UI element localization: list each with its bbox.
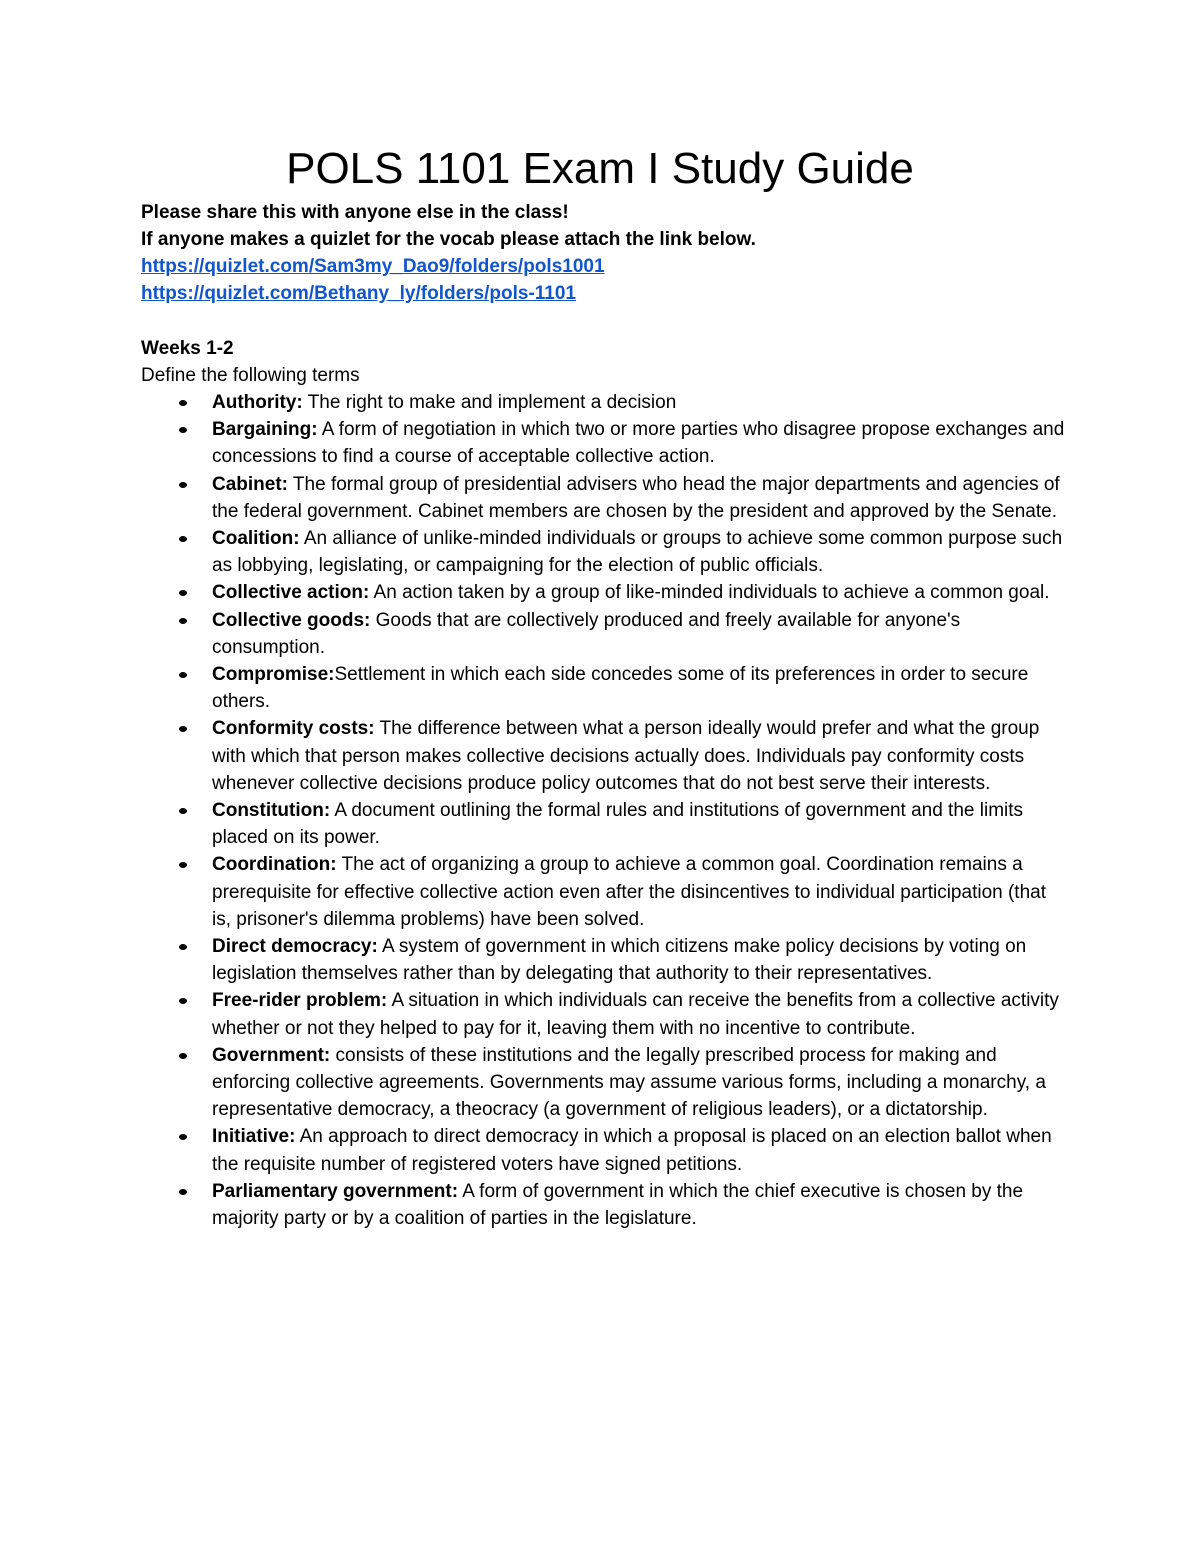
term-definition: Settlement in which each side concedes some of its preferences in order to secure others. (212, 664, 1029, 713)
bullet-icon (179, 618, 187, 624)
bullet-icon (179, 427, 187, 433)
term-name: Authority: (212, 392, 303, 413)
quizlet-link-row-1 (141, 253, 1066, 280)
quizlet-link-2[interactable]: https://quizlet.com/Bethany_ly/folders/pols-1101 (141, 283, 576, 304)
list-item (212, 1042, 1066, 1124)
term-name: Coalition: (212, 528, 300, 550)
list-item (212, 987, 1066, 1041)
term-name: Free-rider problem: (212, 990, 388, 1012)
list-item (212, 416, 1066, 470)
term-definition: Goods that are collectively produced and freely available for anyone's consumption. (212, 609, 961, 658)
bullet-icon (179, 672, 187, 678)
quizlet-link-row-2 (141, 280, 1066, 307)
list-item (212, 1123, 1066, 1177)
term-definition: The difference between what a person ideally would prefer and what the group with which that person makes collective decisions actually does. Individuals pay conformity costs whenever collective decisions produce policy outcomes that do not best serve their interests. (212, 718, 1040, 794)
bullet-icon (179, 1189, 187, 1195)
term-name: Cabinet: (212, 473, 288, 495)
bullet-icon (179, 726, 187, 732)
list-item (212, 797, 1066, 851)
spacer (141, 307, 1066, 335)
term-name: Conformity costs: (212, 718, 375, 740)
bullet-icon (179, 944, 187, 950)
bullet-icon (179, 536, 187, 542)
term-definition: The right to make and implement a decision (302, 392, 677, 413)
section-heading: Weeks 1-2 (141, 338, 234, 359)
list-item (212, 579, 1066, 606)
term-definition: A document outlining the formal rules and institutions of government and the limits placed on its power. (212, 800, 1024, 849)
list-item (212, 607, 1066, 661)
term-definition: An action taken by a group of like-minded individuals to achieve a common goal. (369, 582, 1050, 604)
share-note: Please share this with anyone else in the class! (141, 202, 569, 223)
list-item (212, 389, 1066, 416)
list-item (212, 933, 1066, 987)
list-item (212, 471, 1066, 525)
term-definition: An alliance of unlike-minded individuals or groups to achieve some common purpose such as lobbying, legislating, or campaigning for the election of public officials. (212, 528, 1063, 577)
term-name: Compromise: (212, 664, 335, 686)
list-item (212, 715, 1066, 797)
term-definition: A form of negotiation in which two or more parties who disagree propose exchanges and concessions to find a course of acceptable collective action. (212, 419, 1065, 468)
document-page (141, 0, 1066, 1232)
bullet-icon (179, 590, 187, 596)
intro-block (141, 199, 1066, 307)
term-name: Constitution: (212, 800, 331, 822)
term-definition: A form of government in which the chief executive is chosen by the majority party or by a coalition of parties in the legislature. (212, 1180, 1024, 1230)
quizlet-note: If anyone makes a quizlet for the vocab please attach the link below. (141, 229, 756, 250)
term-name: Collective action: (212, 582, 370, 604)
list-item (212, 661, 1066, 715)
term-definition: consists of these institutions and the legally prescribed process for making and enforcing collective agreements. Governments may assume various forms, including a monarchy, a representative democracy, a theocracy (a government of religious leaders), or a dictatorship. (212, 1044, 1046, 1121)
list-item (212, 1178, 1066, 1232)
bullet-icon (179, 482, 187, 488)
bullet-icon (179, 808, 187, 814)
term-name: Initiative: (212, 1126, 296, 1148)
term-name: Collective goods: (212, 609, 371, 631)
bullet-icon (179, 1134, 187, 1140)
term-definition: A situation in which individuals can receive the benefits from a collective activity whether or not they helped to pay for it, leaving them with no incentive to contribute. (212, 990, 1059, 1039)
term-definition: An approach to direct democracy in which a proposal is placed on an election ballot when the requisite number of registered voters have signed petitions. (212, 1126, 1052, 1175)
section-instruction: Define the following terms (141, 365, 360, 386)
term-definition: The formal group of presidential advisers who head the major departments and agencies of the federal government. Cabinet members are chosen by the president and approved by the Senate. (212, 473, 1060, 522)
term-name: Direct democracy: (212, 936, 378, 958)
bullet-icon (179, 1053, 187, 1059)
terms-list (141, 389, 1066, 1232)
term-name: Bargaining: (212, 419, 318, 441)
term-name: Coordination: (212, 854, 337, 876)
term-name: Parliamentary government: (212, 1180, 459, 1202)
list-item (212, 851, 1066, 933)
term-definition: A system of government in which citizens make policy decisions by voting on legislation themselves rather than by delegating that authority to their representatives. (212, 936, 1027, 985)
bullet-icon (179, 862, 187, 868)
list-item (212, 525, 1066, 579)
bullet-icon (179, 400, 187, 406)
bullet-icon (179, 998, 187, 1004)
term-definition: The act of organizing a group to achieve a common goal. Coordination remains a prerequisite for effective collective action even after the disincentives to individual participation (that is, prisoner's dilemma problems) have been solved. (212, 854, 1046, 930)
term-name: Government: (212, 1044, 331, 1066)
quizlet-link-1[interactable]: https://quizlet.com/Sam3my_Dao9/folders/pols1001 (141, 256, 605, 277)
document-title: POLS 1101 Exam I Study Guide (286, 144, 914, 193)
